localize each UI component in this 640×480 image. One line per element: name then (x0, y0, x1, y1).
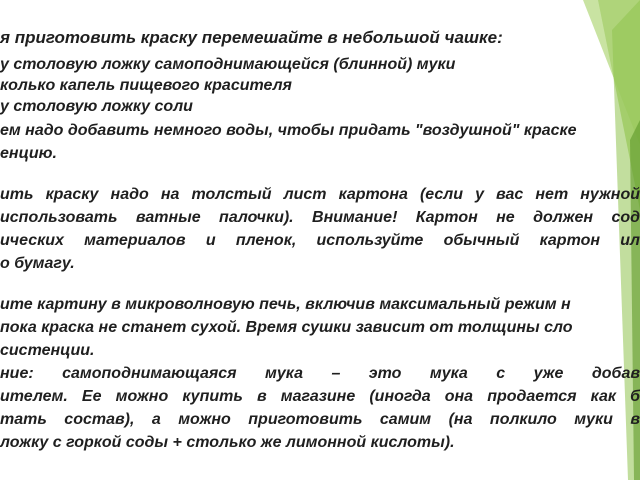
note-line: ние: самоподнимающаяся мука – это мука с уже добав (0, 365, 640, 382)
water-note-line: ем надо добавить немного воды, чтобы придать "воздушной" краске (0, 122, 577, 139)
paint-instruction-line: использовать ватные палочки). Внимание! Картон не должен сод (0, 209, 640, 226)
ingredient-line: у столовую ложку самоподнимающейся (блинной) муки (0, 56, 456, 73)
note-line: ложку с горкой соды + столько же лимонной кислоты). (0, 434, 455, 451)
note-line: ителем. Ее можно купить в магазине (иногда она продается как б (0, 388, 640, 405)
paint-instruction-line: ических материалов и пленок, используйте обычный картон ил (0, 232, 640, 249)
paint-instruction-line: о бумагу. (0, 255, 75, 272)
note-line: тать состав), а можно приготовить самим (на полкило муки в (0, 411, 640, 428)
paint-instruction-line: ить краску надо на толстый лист картона (если у вас нет нужной (0, 186, 640, 203)
microwave-line: пока краска не станет сухой. Время сушки зависит от толщины сло (0, 319, 573, 336)
microwave-line: систенции. (0, 342, 95, 359)
ingredient-line: колько капель пищевого красителя (0, 77, 292, 94)
ingredient-line: у столовую ложку соли (0, 98, 193, 115)
water-note-line: енцию. (0, 145, 57, 162)
microwave-line: ите картину в микроволновую печь, включив максимальный режим н (0, 296, 571, 313)
heading-line: я приготовить краску перемешайте в небольшой чашке: (0, 28, 503, 47)
